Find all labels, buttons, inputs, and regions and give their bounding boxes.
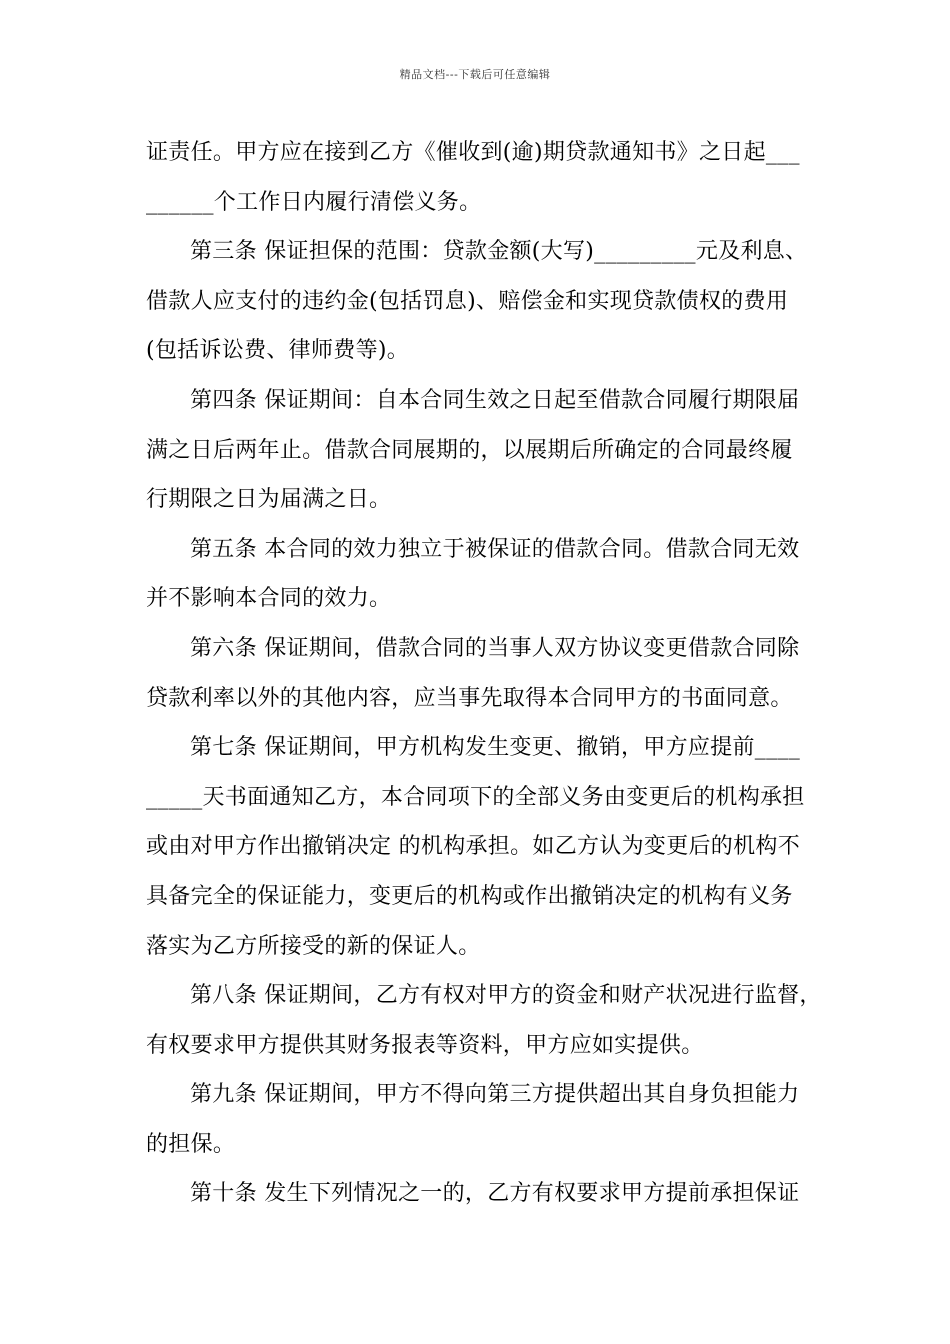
text-line: 第三条 保证担保的范围：贷款金额(大写)_________元及利息、 [190,239,808,265]
document-body [146,128,826,1219]
text-line: ______个工作日内履行清偿义务。 [146,189,482,215]
text-line: 第七条 保证期间，甲方机构发生变更、撤销，甲方应提前____ [190,735,800,761]
text-line: 满之日后两年止。借款合同展期的，以展期后所确定的合同最终履 [146,437,793,463]
text-line: 第十条 发生下列情况之一的，乙方有权要求甲方提前承担保证 [190,1181,800,1207]
text-line: 证责任。甲方应在接到乙方《催收到(逾)期贷款通知书》之日起___ [146,140,800,165]
text-line: 具备完全的保证能力，变更后的机构或作出撤销决定的机构有义务 [146,883,793,909]
text-line: 第九条 保证期间，甲方不得向第三方提供超出其自身负担能力 [190,1082,800,1108]
text-line: (包括诉讼费、律师费等)。 [146,338,410,364]
text-line: 第八条 保证期间，乙方有权对甲方的资金和财产状况进行监督， [190,983,822,1009]
text-line: 第五条 本合同的效力独立于被保证的借款合同。借款合同无效 [190,536,800,562]
text-line: 有权要求甲方提供其财务报表等资料，甲方应如实提供。 [146,1032,704,1058]
text-line: 落实为乙方所接受的新的保证人。 [146,933,481,959]
text-line: 或由对甲方作出撤销决定 的机构承担。如乙方认为变更后的机构不 [146,834,800,860]
text-line: 的担保。 [146,1131,236,1157]
text-line: 第六条 保证期间，借款合同的当事人双方协议变更借款合同除 [190,635,800,661]
text-line: 并不影响本合同的效力。 [146,586,392,612]
text-line: 第四条 保证期间：自本合同生效之日起至借款合同履行期限届 [190,387,800,413]
text-line: _____天书面通知乙方，本合同项下的全部义务由变更后的机构承担 [146,784,805,810]
text-line: 贷款利率以外的其他内容，应当事先取得本合同甲方的书面同意。 [146,685,793,711]
text-line: 借款人应支付的违约金(包括罚息)、赔偿金和实现贷款债权的费用 [146,288,789,314]
page-header: 精品文档---下载后可任意编辑 [399,68,551,81]
text-line: 行期限之日为届满之日。 [146,487,392,513]
